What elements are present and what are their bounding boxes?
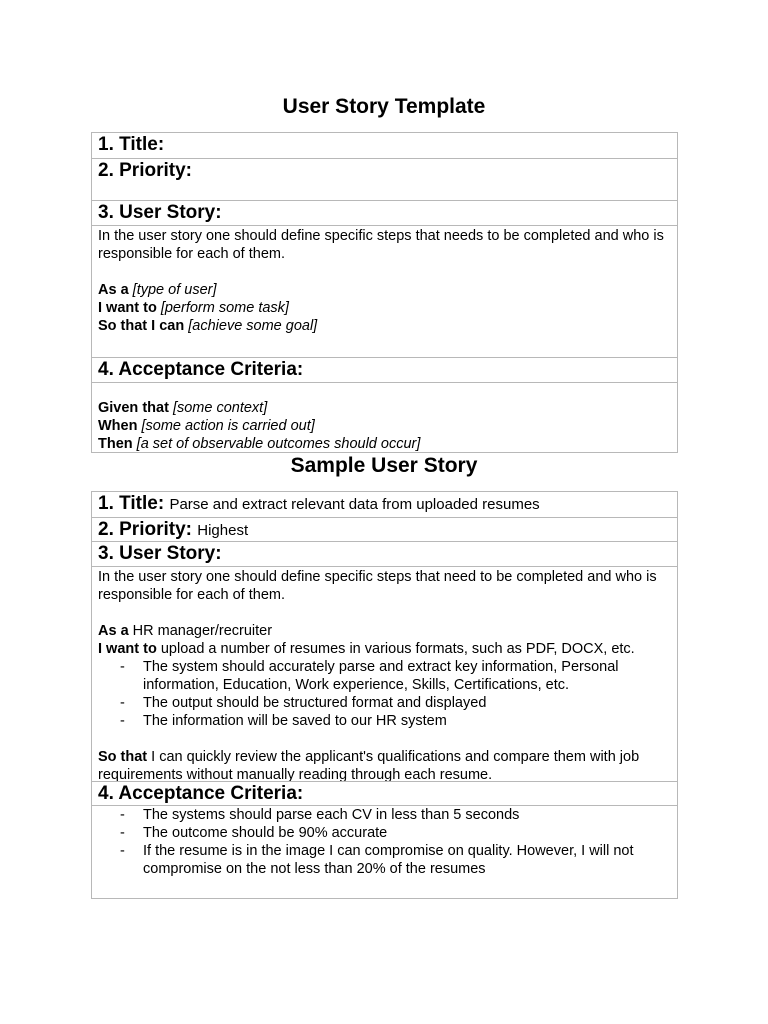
list-item: - The output should be structured format and displayed: [98, 694, 671, 712]
sample-i-want-line: I want to upload a number of resumes in various formats, such as PDF, DOCX, etc.: [98, 641, 635, 657]
sample-priority-label: 2. Priority:: [98, 519, 192, 540]
list-item: - The systems should parse each CV in less than 5 seconds: [98, 806, 671, 824]
template-so-that-line: So that I can [achieve some goal]: [98, 318, 318, 334]
sample-user-story-body: [92, 566, 677, 781]
template-priority-row: [92, 158, 677, 200]
template-acceptance-label: 4. Acceptance Criteria:: [98, 359, 304, 380]
template-as-a-line: As a [type of user]: [98, 282, 217, 298]
sample-so-that-line: So that I can quickly review the applicant's qualifications and compare them with job requirements without manually reading through each resume.: [98, 749, 640, 783]
sample-as-a-line: As a HR manager/recruiter: [98, 623, 273, 639]
template-title-row: [92, 133, 677, 158]
template-acceptance-row: [92, 357, 677, 382]
list-item: - The information will be saved to our HR system: [98, 712, 671, 730]
sample-title-label: 1. Title:: [98, 493, 165, 514]
sample-user-story-intro: In the user story one should define specific steps that need to be completed and who is responsible for each of them.: [98, 569, 657, 603]
list-item: - The system should accurately parse and extract key information, Personal information, Education, Work experience, Skills, Certifications, etc.: [98, 658, 671, 694]
template-user-story-label: 3. User Story:: [98, 202, 222, 223]
list-item: - If the resume is in the image I can compromise on quality. However, I will not compromise on the not less than 20% of the resumes: [98, 842, 671, 878]
template-table: [91, 132, 678, 453]
template-then-line: Then [a set of observable outcomes should occur]: [98, 436, 421, 452]
sample-title-value: Parse and extract relevant data from uploaded resumes: [169, 496, 540, 513]
template-given-line: Given that [some context]: [98, 400, 268, 416]
sample-user-story-row: [92, 541, 677, 566]
sample-priority-row: [92, 517, 677, 541]
sample-priority-value: Highest: [197, 522, 249, 539]
sample-title-row: [92, 492, 677, 517]
sample-steps-list: [98, 658, 671, 730]
template-i-want-line: I want to [perform some task]: [98, 300, 289, 316]
sample-acceptance-body: [92, 805, 677, 898]
sample-table: [91, 491, 678, 899]
template-user-story-body: [92, 225, 677, 357]
template-when-line: When [some action is carried out]: [98, 418, 315, 434]
list-item: - The outcome should be 90% accurate: [98, 824, 671, 842]
template-priority-label: 2. Priority:: [98, 160, 192, 181]
template-user-story-intro: In the user story one should define specific steps that needs to be completed and who is responsible for each of them.: [98, 228, 664, 262]
sample-user-story-label: 3. User Story:: [98, 543, 222, 564]
sample-criteria-list: [98, 806, 671, 878]
template-heading: User Story Template: [282, 95, 486, 118]
template-acceptance-body: [92, 382, 677, 452]
template-user-story-row: [92, 200, 677, 225]
sample-acceptance-label: 4. Acceptance Criteria:: [98, 783, 304, 804]
sample-heading: Sample User Story: [290, 454, 478, 477]
sample-acceptance-row: [92, 781, 677, 805]
template-title-label: 1. Title:: [98, 134, 165, 155]
